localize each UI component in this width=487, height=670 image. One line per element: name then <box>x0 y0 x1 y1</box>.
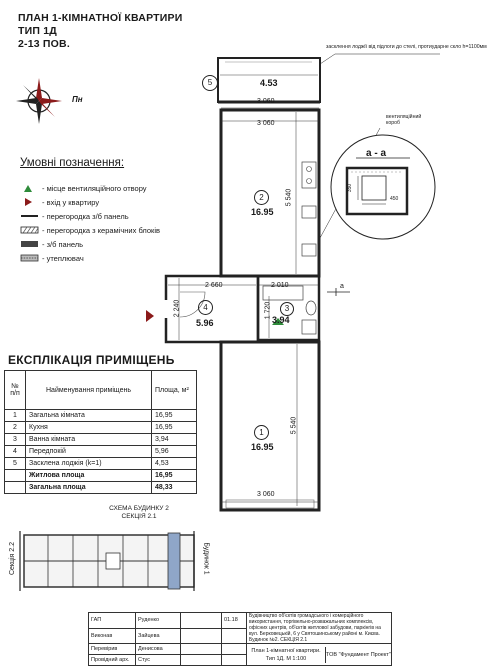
col-area-header: Площа, м² <box>152 371 197 410</box>
bath-width-dim: 2 010 <box>271 282 289 289</box>
loggia-width-dim: 3 060 <box>257 98 275 105</box>
table-row: 5 Засклена лоджія (k=1) 4,53 <box>5 458 197 470</box>
kitchen-depth-dim: 5 540 <box>285 188 293 207</box>
bath-depth-dim: 1 720 <box>264 301 272 320</box>
living-area-row: Житлова площа 16,95 <box>5 470 197 482</box>
explication-table <box>4 370 197 494</box>
legend-heading: Умовні позначення: <box>20 157 125 169</box>
legend-label: - перегородка з/б панель <box>42 211 129 221</box>
room-marker-3: 3 <box>280 302 294 316</box>
room-marker-2: 2 <box>254 190 269 205</box>
building-scheme-drawing <box>18 523 208 601</box>
sheet-title: План 1-кімнатної квартири. <box>251 647 321 654</box>
scheme-section: СЕКЦІЯ 2.1 <box>121 513 157 520</box>
hall-depth-dim: 2 240 <box>173 299 181 318</box>
table-row: 4 Передпокій 5,96 <box>5 446 197 458</box>
section-dim-350: 350 <box>347 183 354 193</box>
room-area-4: 5.96 <box>196 318 214 328</box>
room-area-2: 16.95 <box>251 207 274 217</box>
plan-type: ТИП 1Д <box>18 25 57 37</box>
section-marker: а <box>340 283 344 290</box>
room-marker-1: 1 <box>254 425 269 440</box>
legend-label: - вхід у квартиру <box>42 197 100 207</box>
room-area-5: 4.53 <box>260 78 278 88</box>
room-marker-4: 4 <box>198 300 213 315</box>
legend-label: - місце вентиляційного отвору <box>42 183 147 193</box>
room-width-dim: 3 060 <box>257 491 275 498</box>
col-name-header: Найменування приміщень <box>26 371 152 410</box>
total-area-row: Загальна площа 48,33 <box>5 482 197 494</box>
col-num-header: № п/п <box>5 371 26 410</box>
section-dim-450: 450 <box>390 196 399 202</box>
section-label: а - а <box>366 148 387 159</box>
legend-label: - утеплювач <box>42 253 84 263</box>
table-row: 1 Загальна кімната 16,95 <box>5 410 197 422</box>
room-area-1: 16.95 <box>251 442 274 452</box>
explication-heading: ЕКСПЛІКАЦІЯ ПРИМІЩЕНЬ <box>8 353 175 367</box>
north-label: Пн <box>72 95 83 104</box>
scheme-title: СХЕМА БУДИНКУ 2 <box>109 505 169 512</box>
plan-floors: 2-13 ПОВ. <box>18 38 70 50</box>
hall-width-dim: 2 660 <box>205 282 223 289</box>
table-row: 2 Кухня 16,95 <box>5 422 197 434</box>
project-description: Будівництво об'єктів громадського і комерційного використання, торгівельно-розважальних комплексів, офісних центрів, об'єктів житлової забудови, паркінгів на вул. Берковецькій, 6 у Святошинському районі м. Києва. Будинок №2. СЕКЦІЯ 2.1 <box>247 613 392 644</box>
table-row: 3 Ванна кімната 3,94 <box>5 434 197 446</box>
legend-label: - перегородка з керамічних блоків <box>42 225 160 235</box>
room-depth-dim: 5 540 <box>290 416 298 435</box>
sheet-scale: Тип 1Д. М 1:100 <box>265 655 307 662</box>
scheme-right-label: Будинок 1 <box>202 542 210 575</box>
loggia-note: засклення лоджії від підлоги до стелі, протиударне скло h=1100мм <box>326 44 487 50</box>
company-name: ТОВ "Фундамент Проект" <box>326 651 391 658</box>
kitchen-width-dim: 3 060 <box>257 120 275 127</box>
vent-box-note: вентиляційний короб <box>386 114 422 126</box>
entrance-marker-icon <box>146 310 154 322</box>
title-block-stamp: ГАП Руденко 01.18 Будівництво об'єктів громадського і комерційного використання, торгівельно-розважальних комплексів, офісних центрів, об'єктів житлової забудови, паркінгів на вул. Берковецькій, 6 у Святошинському районі м. Києва. Будинок №2. СЕКЦІЯ 2.1 Виконав Зайцева Перевірив Денисова План 1-кімнатної квартири. Тип 1Д. М 1:100 ТОВ "Фундамент Проект" Провідний арх. Стус <box>88 612 392 666</box>
legend-label: - з/б панель <box>42 239 84 249</box>
room-marker-5: 5 <box>202 75 218 91</box>
room-area-3: 3.94 <box>272 315 290 325</box>
plan-title: ПЛАН 1-КІМНАТНОЇ КВАРТИРИ <box>18 12 183 24</box>
scheme-left-label: Секція 2.2 <box>9 541 17 576</box>
